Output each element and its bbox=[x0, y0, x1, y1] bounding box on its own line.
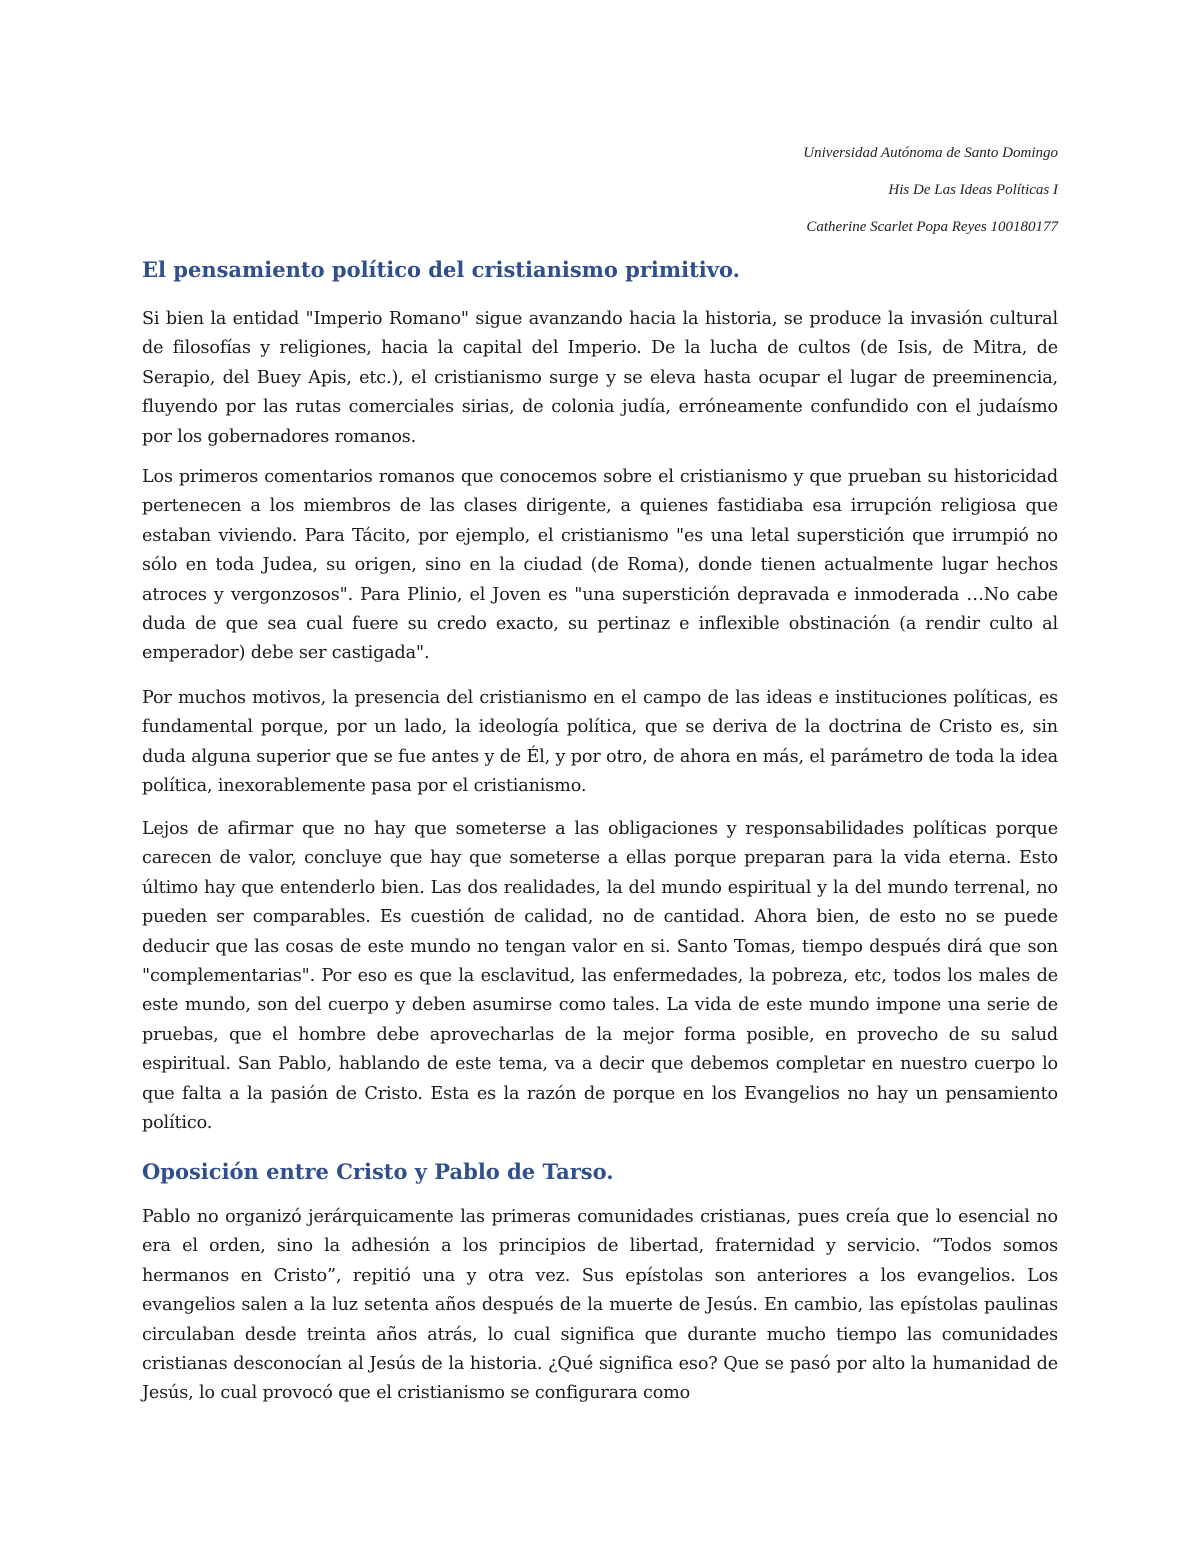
section-title-oposicion: Oposición entre Cristo y Pablo de Tarso. bbox=[142, 1159, 614, 1184]
author-line: Catherine Scarlet Popa Reyes 100180177 bbox=[806, 219, 1058, 235]
university-line: Universidad Autónoma de Santo Domingo bbox=[803, 145, 1058, 161]
paragraph-3: Por muchos motivos, la presencia del cristianismo en el campo de las ideas e instituciones políticas, es fundamental porque, por un lado, la ideología política, que se deriva de la doctrina de Cristo es, sin duda alguna superior que se fue antes y de Él, y por otro, de ahora en más, el parámetro de toda la idea política, inexorablemente pasa por el cristianismo. bbox=[142, 688, 1058, 797]
paragraph-4: Lejos de afirmar que no hay que someterse a las obligaciones y responsabilidades políticas porque carecen de valor, concluye que hay que someterse a ellas porque preparan para la vida eterna. Esto último hay que entenderlo bien. Las dos realidades, la del mundo espiritual y la del mundo terrenal, no pueden ser comparables. Es cuestión de calidad, no de cantidad. Ahora bien, de esto no se puede deducir que las cosas de este mundo no tengan valor en si. Santo Tomas, tiempo después dirá que son "complementarias". Por eso es que la esclavitud, las enfermedades, la pobreza, etc, todos los males de este mundo, son del cuerpo y deben asumirse como tales. La vida de este mundo impone una serie de pruebas, que el hombre debe aprovecharlas de la mejor forma posible, en provecho de su salud espiritual. San Pablo, hablando de este tema, va a decir que debemos completar en nuestro cuerpo lo que falta a la pasión de Cristo. Esta es la razón de porque en los Evangelios no hay un pensamiento político. bbox=[142, 819, 1058, 1134]
course-line: His De Las Ideas Políticas I bbox=[888, 182, 1058, 198]
section-title-pensamiento: El pensamiento político del cristianismo primitivo. bbox=[142, 257, 740, 282]
paragraph-2: Los primeros comentarios romanos que conocemos sobre el cristianismo y que prueban su historicidad pertenecen a los miembros de las clases dirigente, a quienes fastidiaba esa irrupción religiosa que estaban viviendo. Para Tácito, por ejemplo, el cristianismo "es una letal superstición que irrumpió no sólo en toda Judea, su origen, sino en la ciudad (de Roma), donde tienen actualmente lugar hechos atroces y vergonzosos". Para Plinio, el Joven es "una superstición depravada e inmoderada …No cabe duda de que sea cual fuere su credo exacto, su pertinaz e inflexible obstinación (a rendir culto al emperador) debe ser castigada". bbox=[142, 467, 1058, 664]
paragraph-1: Si bien la entidad "Imperio Romano" sigue avanzando hacia la historia, se produce la invasión cultural de filosofías y religiones, hacia la capital del Imperio. De la lucha de cultos (de Isis, de Mitra, de Serapio, del Buey Apis, etc.), el cristianismo surge y se eleva hasta ocupar el lugar de preeminencia, fluyendo por las rutas comerciales sirias, de colonia judía, erróneamente confundido con el judaísmo por los gobernadores romanos. bbox=[142, 309, 1058, 447]
paragraph-5: Pablo no organizó jerárquicamente las primeras comunidades cristianas, pues creía que lo esencial no era el orden, sino la adhesión a los principios de libertad, fraternidad y servicio. “Todos somos hermanos en Cristo”, repitió una y otra vez. Sus epístolas son anteriores a los evangelios. Los evangelios salen a la luz setenta años después de la muerte de Jesús. En cambio, las epístolas paulinas circulaban desde treinta años atrás, lo cual significa que durante mucho tiempo las comunidades cristianas desconocían al Jesús de la historia. ¿Qué significa eso? Que se pasó por alto la humanidad de Jesús, lo cual provocó que el cristianismo se configurara como bbox=[142, 1207, 1058, 1404]
document-header bbox=[142, 140, 1058, 251]
